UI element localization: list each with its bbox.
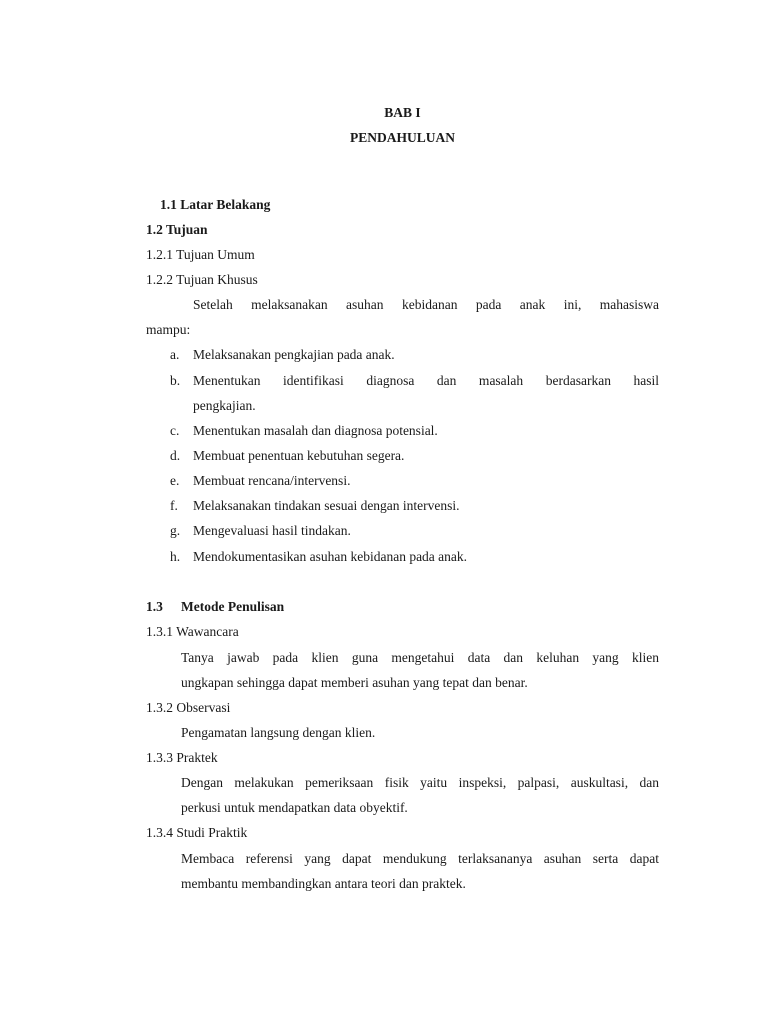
- subsection-1-2-1-heading: 1.2.1 Tujuan Umum: [146, 247, 255, 262]
- chapter-title: PENDAHULUAN: [349, 130, 455, 145]
- list-item-text: Melaksanakan pengkajian pada anak.: [193, 347, 395, 362]
- list-item-text: Mendokumentasikan asuhan kebidanan pada anak.: [193, 549, 468, 564]
- subsection-1-3-2-heading: 1.3.2 Observasi: [146, 700, 231, 715]
- section-1-2-heading: 1.2 Tujuan: [146, 222, 208, 237]
- paragraph-line: Membaca referensi yang dapat mendukung terlaksananya asuhan serta dapat: [181, 851, 659, 866]
- section-1-1-heading: 1.1 Latar Belakang: [160, 197, 271, 212]
- list-marker: h.: [170, 549, 181, 564]
- list-marker: c.: [170, 423, 180, 438]
- list-marker: f.: [170, 498, 178, 513]
- subsection-1-2-2-heading: 1.2.2 Tujuan Khusus: [146, 272, 258, 287]
- paragraph-line: Dengan melakukan pemeriksaan fisik yaitu inspeksi, palpasi, auskultasi, dan: [181, 775, 659, 790]
- paragraph-line: perkusi untuk mendapatkan data obyektif.: [181, 800, 408, 815]
- section-1-3-number: 1.3: [146, 599, 163, 614]
- tujuan-intro-line-1: Setelah melaksanakan asuhan kebidanan pada anak ini, mahasiswa: [193, 297, 659, 312]
- list-item-text: Menentukan identifikasi diagnosa dan masalah berdasarkan hasil: [193, 373, 659, 388]
- list-marker: b.: [170, 373, 181, 388]
- list-item-text: Membuat penentuan kebutuhan segera.: [193, 448, 405, 463]
- list-item-text: Membuat rencana/intervensi.: [193, 473, 351, 488]
- list-item-text: Melaksanakan tindakan sesuai dengan intervensi.: [193, 498, 460, 513]
- list-marker: e.: [170, 473, 180, 488]
- list-item-text-continued: pengkajian.: [193, 398, 256, 413]
- paragraph-line: Pengamatan langsung dengan klien.: [181, 725, 376, 740]
- list-item-text: Menentukan masalah dan diagnosa potensial.: [193, 423, 438, 438]
- paragraph-line: Tanya jawab pada klien guna mengetahui data dan keluhan yang klien: [181, 650, 659, 665]
- paragraph-line: membantu membandingkan antara teori dan praktek.: [181, 876, 466, 891]
- tujuan-intro-line-2: mampu:: [146, 322, 191, 337]
- subsection-1-3-3-heading: 1.3.3 Praktek: [146, 750, 218, 765]
- paragraph-line: ungkapan sehingga dapat memberi asuhan yang tepat dan benar.: [181, 675, 528, 690]
- chapter-label: BAB I: [384, 105, 421, 120]
- list-marker: a.: [170, 347, 180, 362]
- section-1-3-title: Metode Penulisan: [181, 599, 285, 614]
- list-marker: d.: [170, 448, 181, 463]
- list-marker: g.: [170, 523, 181, 538]
- list-item-text: Mengevaluasi hasil tindakan.: [193, 523, 351, 538]
- subsection-1-3-1-heading: 1.3.1 Wawancara: [146, 624, 239, 639]
- subsection-1-3-4-heading: 1.3.4 Studi Praktik: [146, 825, 248, 840]
